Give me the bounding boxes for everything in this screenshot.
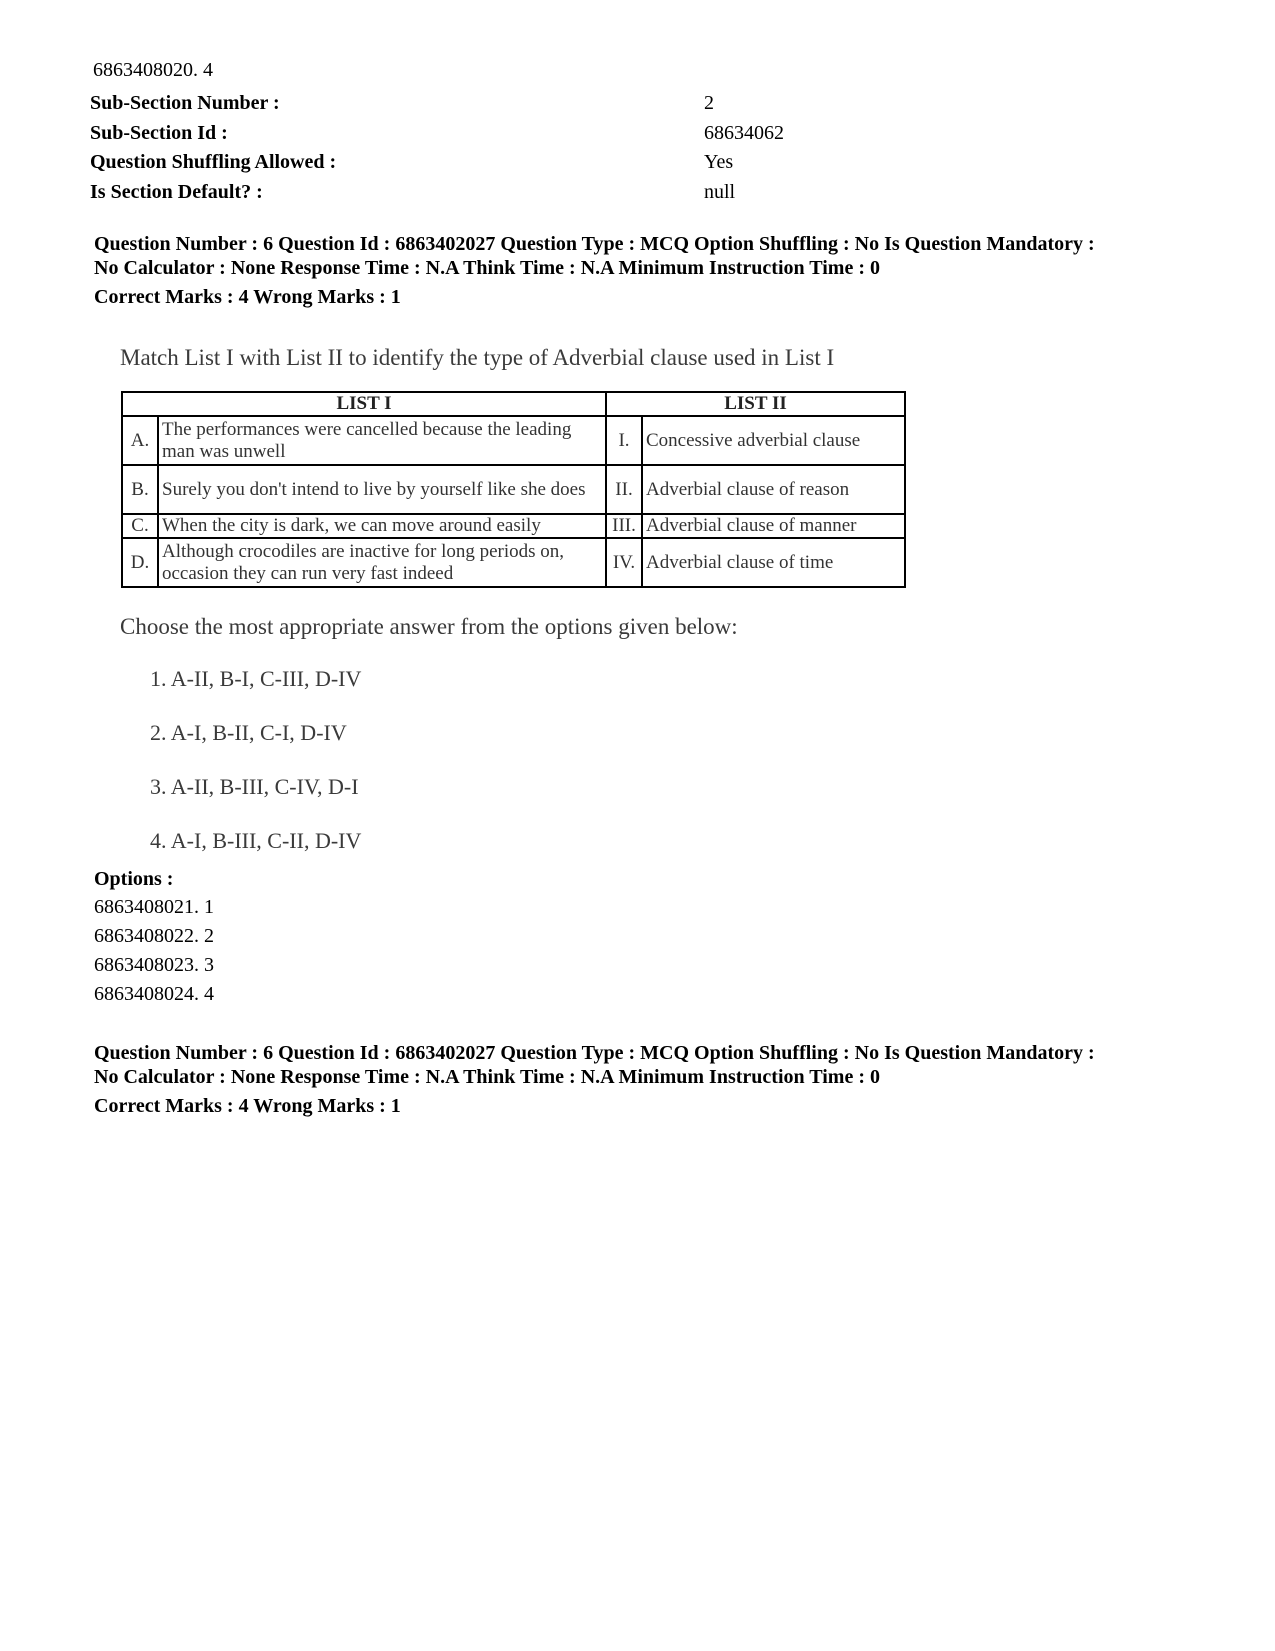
table-row	[122, 465, 905, 514]
question-body	[120, 345, 920, 882]
meta-label: Is Section Default? :	[90, 180, 263, 203]
option-item: 6863408022. 2	[94, 925, 214, 947]
row-roman: II.	[606, 465, 642, 514]
list2-header: LIST II	[606, 392, 905, 416]
option-item: 6863408023. 3	[94, 954, 214, 976]
meta-row-subsection-number	[90, 92, 850, 122]
options-title: Options :	[94, 868, 174, 890]
meta-row-question-shuffling	[90, 151, 850, 181]
question-marks: Correct Marks : 4 Wrong Marks : 1	[94, 286, 401, 308]
list2-item: Concessive adverbial clause	[642, 416, 905, 465]
answer-choice-4: 4. A-I, B-III, C-II, D-IV	[150, 828, 362, 853]
list2-item: Adverbial clause of time	[642, 538, 905, 587]
match-table	[121, 391, 906, 588]
table-row	[122, 514, 905, 538]
next-question-marks: Correct Marks : 4 Wrong Marks : 1	[94, 1095, 401, 1117]
meta-label: Sub-Section Number :	[90, 92, 280, 114]
row-letter: D.	[122, 538, 158, 587]
list2-item: Adverbial clause of manner	[642, 514, 905, 538]
question-header-line1: Question Number : 6 Question Id : 6863402027 Question Type : MCQ Option Shuffling : No Is Question Mandatory :	[94, 233, 1095, 255]
choose-instruction: Choose the most appropriate answer from the options given below:	[120, 614, 738, 639]
row-roman: IV.	[606, 538, 642, 587]
list1-item: Surely you don't intend to live by yourself like she does	[158, 465, 606, 514]
options-block	[94, 868, 214, 1009]
row-roman: III.	[606, 514, 642, 538]
answer-choice-3: 3. A-II, B-III, C-IV, D-I	[150, 774, 359, 799]
meta-value: 68634062	[704, 121, 784, 144]
row-letter: A.	[122, 416, 158, 465]
list1-item: Although crocodiles are inactive for long periods on, occasion they can run very fast indeed	[158, 538, 606, 587]
list1-header: LIST I	[122, 392, 606, 416]
next-question-header	[94, 1041, 1194, 1118]
subsection-meta	[90, 92, 850, 210]
option-item: 6863408024. 4	[94, 983, 214, 1005]
next-question-header-line2: No Calculator : None Response Time : N.A Think Time : N.A Minimum Instruction Time : 0	[94, 1066, 880, 1088]
question-header	[94, 232, 1194, 309]
answer-choice-1: 1. A-II, B-I, C-III, D-IV	[150, 666, 362, 691]
meta-value: Yes	[704, 151, 734, 173]
answer-choice-2: 2. A-I, B-II, C-I, D-IV	[150, 720, 347, 745]
meta-value: null	[704, 180, 736, 203]
row-letter: C.	[122, 514, 158, 538]
meta-row-subsection-id	[90, 122, 850, 152]
list1-item: When the city is dark, we can move around easily	[158, 514, 606, 538]
question-instruction: Match List I with List II to identify the type of Adverbial clause used in List I	[120, 345, 835, 370]
meta-row-section-default	[90, 181, 850, 211]
table-row	[122, 538, 905, 587]
answer-list	[150, 666, 920, 853]
next-question-header-line1: Question Number : 6 Question Id : 6863402027 Question Type : MCQ Option Shuffling : No Is Question Mandatory :	[94, 1042, 1095, 1064]
list1-item: The performances were cancelled because the leading man was unwell	[158, 416, 606, 465]
table-row	[122, 416, 905, 465]
previous-option-line: 6863408020. 4	[93, 59, 213, 81]
row-letter: B.	[122, 465, 158, 514]
question-header-line2: No Calculator : None Response Time : N.A Think Time : N.A Minimum Instruction Time : 0	[94, 257, 880, 279]
option-item: 6863408021. 1	[94, 896, 214, 918]
meta-label: Question Shuffling Allowed :	[90, 151, 337, 173]
meta-value: 2	[704, 92, 714, 114]
row-roman: I.	[606, 416, 642, 465]
meta-label: Sub-Section Id :	[90, 121, 228, 144]
list2-item: Adverbial clause of reason	[642, 465, 905, 514]
